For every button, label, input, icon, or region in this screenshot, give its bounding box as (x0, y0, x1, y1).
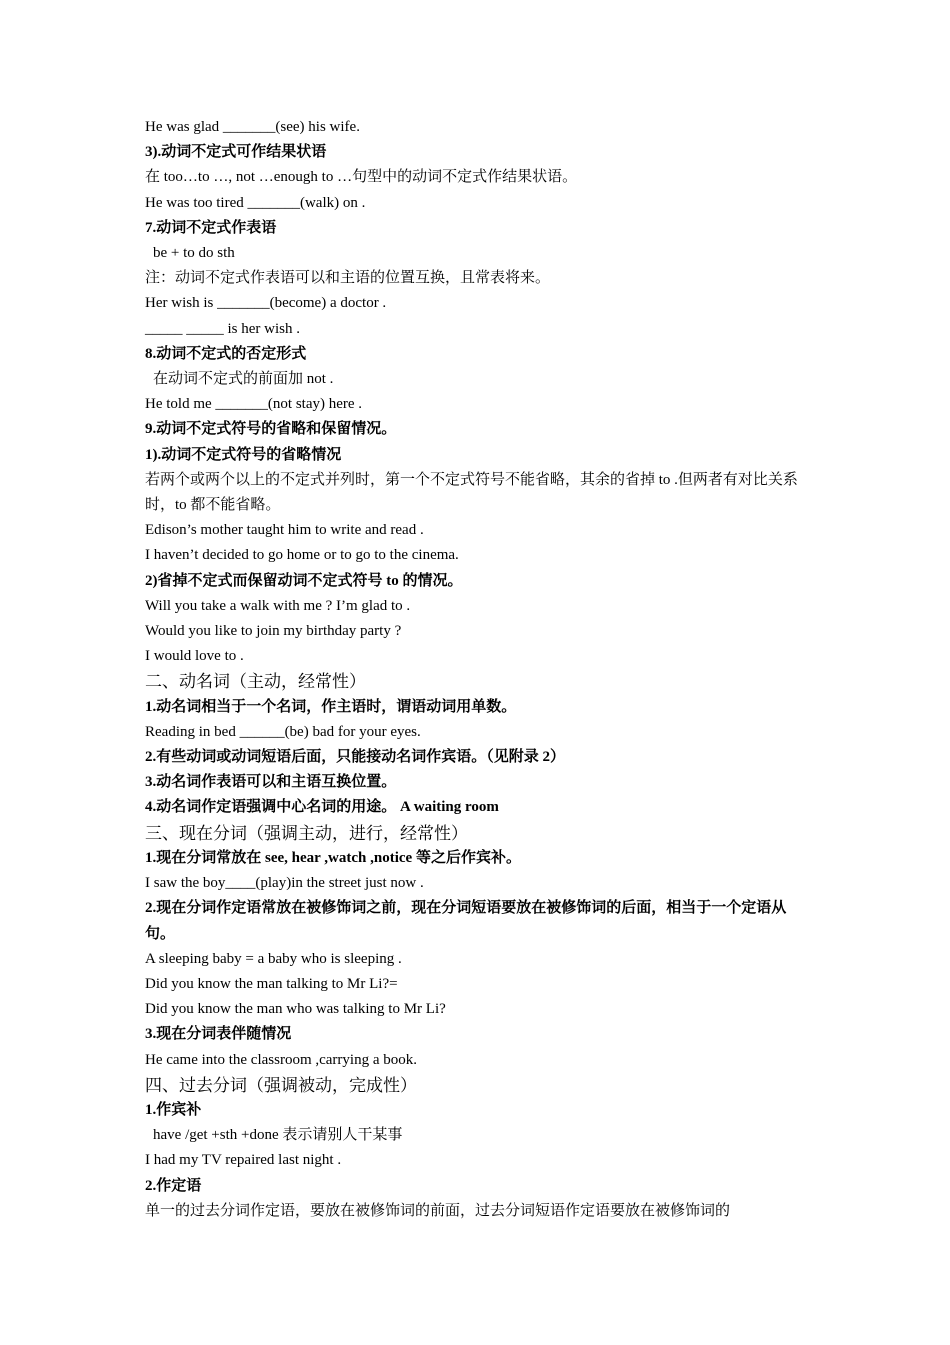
document-body (145, 115, 815, 1224)
subsection-heading: 2.作定语 (145, 1177, 202, 1194)
text-line: 注：动词不定式作表语可以和主语的位置互换，且常表将来。 (145, 270, 551, 287)
text-line: I had my TV repaired last night . (145, 1152, 342, 1169)
subsection-heading: 3.动名词作表语可以和主语互换位置。 (145, 774, 397, 791)
text-line: He came into the classroom ,carrying a book. (145, 1051, 417, 1068)
section-heading: 四、过去分词（强调被动，完成性） (145, 1075, 417, 1095)
text-line: Will you take a walk with me ? I’m glad to . (145, 597, 411, 614)
section-heading: 三、现在分词（强调主动，进行，经常性） (145, 823, 468, 843)
text-line: 在 too…to …, not …enough to …句型中的动词不定式作结果状语。 (145, 169, 578, 186)
subsection-heading: 2)省掉不定式而保留动词不定式符号 to 的情况。 (145, 572, 463, 589)
text-line: I haven’t decided to go home or to go to the cinema. (145, 547, 459, 564)
subsection-heading: 9.动词不定式符号的省略和保留情况。 (145, 421, 397, 438)
text-line: Reading in bed ______(be) bad for your eyes. (145, 723, 421, 740)
text-line: I would love to . (145, 648, 244, 665)
subsection-heading: 1.作宾补 (145, 1101, 202, 1118)
subsection-heading: 1.动名词相当于一个名词，作主语时，谓语动词用单数。 (145, 698, 517, 715)
text-line: Did you know the man talking to Mr Li?= (145, 975, 398, 992)
subsection-heading: 1.现在分词常放在 see, hear ,watch ,notice 等之后作宾补。 (145, 849, 521, 866)
subsection-heading: 2.现在分词作定语常放在被修饰词之前，现在分词短语要放在被修饰词的后面，相当于一个定语从句。 (145, 900, 787, 942)
text-line: _____ _____ is her wish . (145, 320, 300, 337)
text-line: A sleeping baby = a baby who is sleeping . (145, 950, 402, 967)
text-line: Her wish is _______(become) a doctor . (145, 295, 387, 312)
text-line: He was glad _______(see) his wife. (145, 119, 360, 135)
section-heading: 二、动名词（主动，经常性） (145, 672, 366, 692)
subsection-heading: 8.动词不定式的否定形式 (145, 345, 307, 362)
text-line: Did you know the man who was talking to Mr Li? (145, 1001, 446, 1018)
text-line: He was too tired _______(walk) on . (145, 194, 366, 211)
text-line: 若两个或两个以上的不定式并列时，第一个不定式符号不能省略，其余的省掉 to .但两者有对比关系时，to 都不能省略。 (145, 471, 798, 514)
subsection-heading: 3).动词不定式可作结果状语 (145, 144, 327, 161)
subsection-heading: 7.动词不定式作表语 (145, 219, 277, 236)
text-line: Edison’s mother taught him to write and read . (145, 522, 424, 539)
text-line: have /get +sth +done 表示请别人干某事 (153, 1127, 403, 1144)
text-line: He told me _______(not stay) here . (145, 396, 363, 413)
subsection-heading: 3.现在分词表伴随情况 (145, 1026, 292, 1043)
subsection-heading: 1).动词不定式符号的省略情况 (145, 446, 342, 463)
subsection-heading: 2.有些动词或动词短语后面，只能接动名词作宾语。（见附录 2） (145, 749, 566, 766)
text-line: be + to do sth (153, 245, 235, 262)
text-line: I saw the boy____(play)in the street just now . (145, 875, 424, 892)
text-line: 单一的过去分词作定语，要放在被修饰词的前面，过去分词短语作定语要放在被修饰词的 (145, 1202, 731, 1219)
text-line: 在动词不定式的前面加 not . (153, 371, 334, 388)
text-line: Would you like to join my birthday party ? (145, 623, 402, 640)
subsection-heading: 4.动名词作定语强调中心名词的用途。 A waiting room (145, 799, 499, 816)
